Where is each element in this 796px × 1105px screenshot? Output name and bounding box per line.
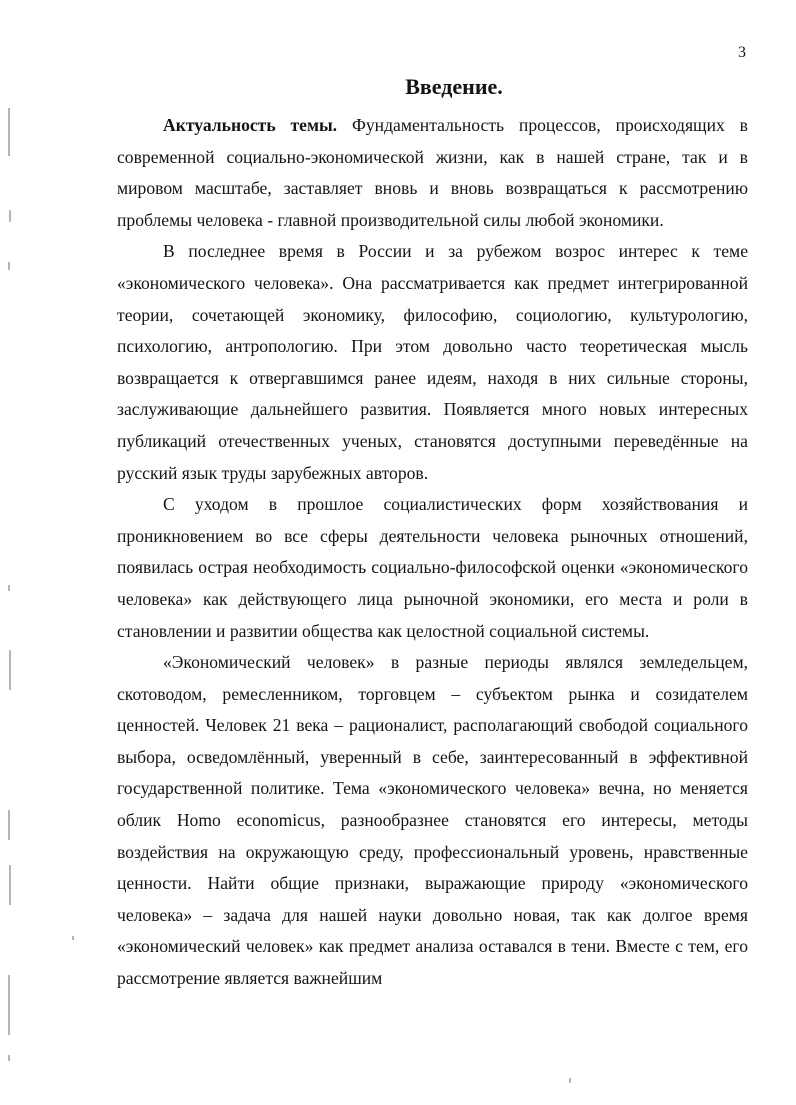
paragraph-lead: Актуальность темы.: [163, 115, 338, 135]
paragraph: [117, 236, 748, 489]
paragraph-text: «Экономический человек» в разные периоды являлся земледельцем, скотоводом, ремесленником, торговцем – субъектом рынка и созидателем ценностей. Человек 21 века – рационалист, располагающий свободой социального выбора, осведомлённый, уверенный в себе, заинтересованный в эффективной государственной политике. Тема «экономического человека» вечна, но меняется облик Homo economicus, разнообразнее становятся его интересы, методы воздействия на окружающую среду, профессиональный уровень, нравственные ценности. Найти общие признаки, выражающие природу «экономического человека» – задача для нашей науки довольно новая, так как долгое время «экономический человек» как предмет анализа оставался в тени. Вместе с тем, его рассмотрение является важнейшим: [117, 652, 748, 989]
paragraph-text: Фундаментальность процессов, происходящих в современной социально-экономической жизни, как в нашей стране, так и в мировом масштабе, заставляет вновь и вновь возвращаться к рассмотрению проблемы человека - главной производительной силы любой экономики.: [117, 115, 748, 230]
section-title: Введение.: [405, 74, 503, 99]
paragraph: [117, 647, 748, 995]
paragraph: [117, 489, 748, 647]
paragraph-text: С уходом в прошлое социалистических форм хозяйствования и проникновением во все сферы деятельности человека рыночных отношений, появилась острая необходимость социально-философской оценки «экономического человека» как действующего лица рыночной экономики, его места и роли в становлении и развитии общества как целостной социальной системы.: [117, 494, 748, 641]
body-text: [117, 110, 748, 995]
page-number: 3: [738, 44, 746, 61]
paragraph: [117, 110, 748, 236]
paragraph-text: В последнее время в России и за рубежом возрос интерес к теме «экономического человека». Она рассматривается как предмет интегрированной теории, сочетающей экономику, философию, социологию, культурологию, психологию, антропологию. При этом довольно часто теоретическая мысль возвращается к отвергавшимся ранее идеям, находя в них сильные стороны, заслуживающие дальнейшего развития. Появляется много новых интересных публикаций отечественных ученых, становятся доступными переведённые на русский язык труды зарубежных авторов.: [117, 241, 748, 483]
